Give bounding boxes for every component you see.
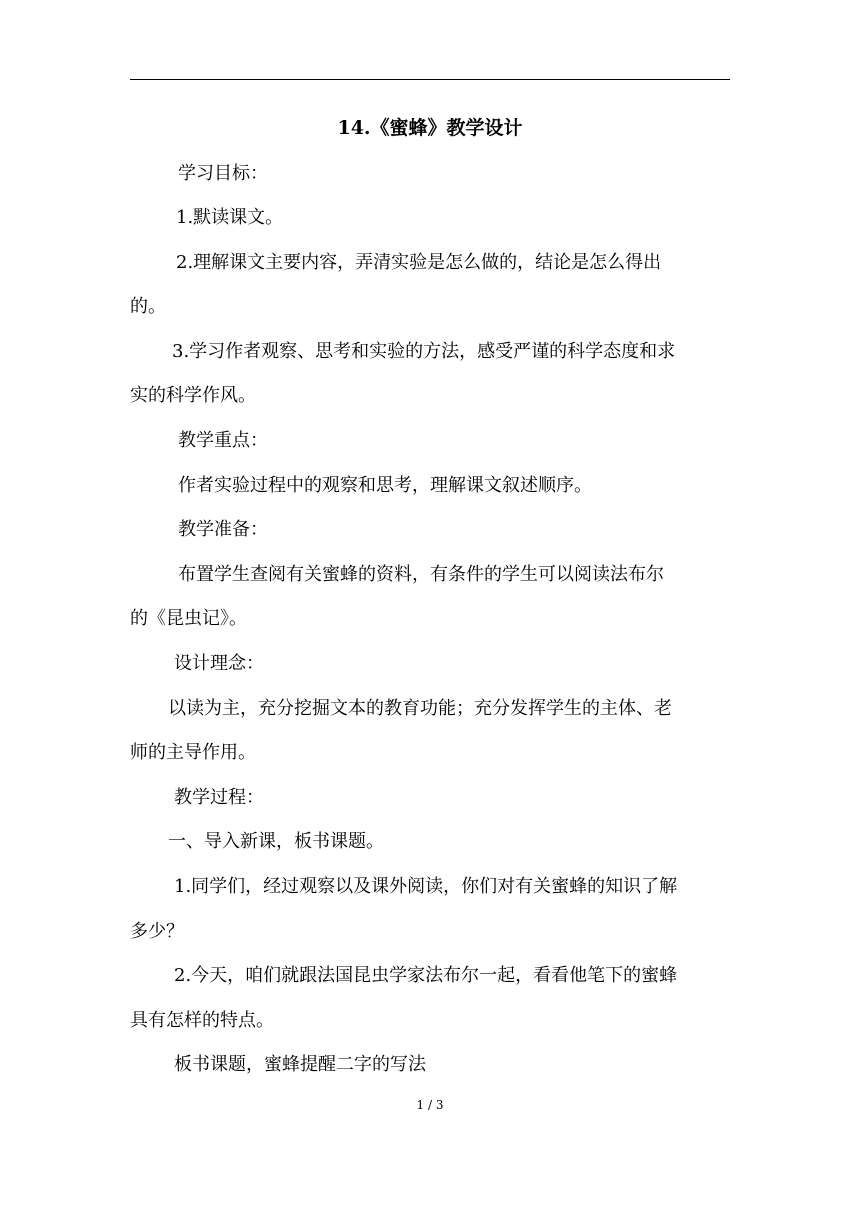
line-concept-content: 以读为主，充分挖掘文本的教育功能；充分发挥学生的主体、老 <box>168 698 672 719</box>
line-process-heading: 教学过程： <box>174 787 264 808</box>
line-step-1: 1.同学们，经过观察以及课外阅读，你们对有关蜜蜂的知识了解 <box>174 876 678 897</box>
line-concept-heading: 设计理念： <box>174 653 264 674</box>
line-board-note: 板书课题，蜜蜂提醒二字的写法 <box>174 1054 426 1075</box>
line-focus-content: 作者实验过程中的观察和思考，理解课文叙述顺序。 <box>178 475 592 496</box>
line-step-1-cont: 多少？ <box>130 921 184 942</box>
line-focus-heading: 教学重点： <box>178 430 268 451</box>
page-indicator: 1 / 3 <box>416 1098 444 1112</box>
line-concept-content-cont: 师的主导作用。 <box>130 742 256 763</box>
line-prep-content-cont: 的《昆虫记》。 <box>130 608 247 629</box>
line-prep-content: 布置学生查阅有关蜜蜂的资料，有条件的学生可以阅读法布尔 <box>178 564 664 585</box>
document-title: 14.《蜜蜂》教学设计 <box>337 117 523 139</box>
line-learning-goals-heading: 学习目标： <box>178 163 268 184</box>
line-step-2-cont: 具有怎样的特点。 <box>130 1010 274 1031</box>
header-rule <box>130 79 730 80</box>
line-prep-heading: 教学准备： <box>178 519 268 540</box>
line-goal-2-cont: 的。 <box>130 296 166 317</box>
line-goal-1: 1.默读课文。 <box>176 207 284 228</box>
line-goal-2: 2.理解课文主要内容，弄清实验是怎么做的，结论是怎么得出 <box>176 252 662 273</box>
line-goal-3-cont: 实的科学作风。 <box>130 385 256 406</box>
line-section-1: 一、导入新课，板书课题。 <box>168 831 384 852</box>
line-step-2: 2.今天，咱们就跟法国昆虫学家法布尔一起，看看他笔下的蜜蜂 <box>174 965 678 986</box>
line-goal-3: 3.学习作者观察、思考和实验的方法，感受严谨的科学态度和求 <box>172 341 676 362</box>
